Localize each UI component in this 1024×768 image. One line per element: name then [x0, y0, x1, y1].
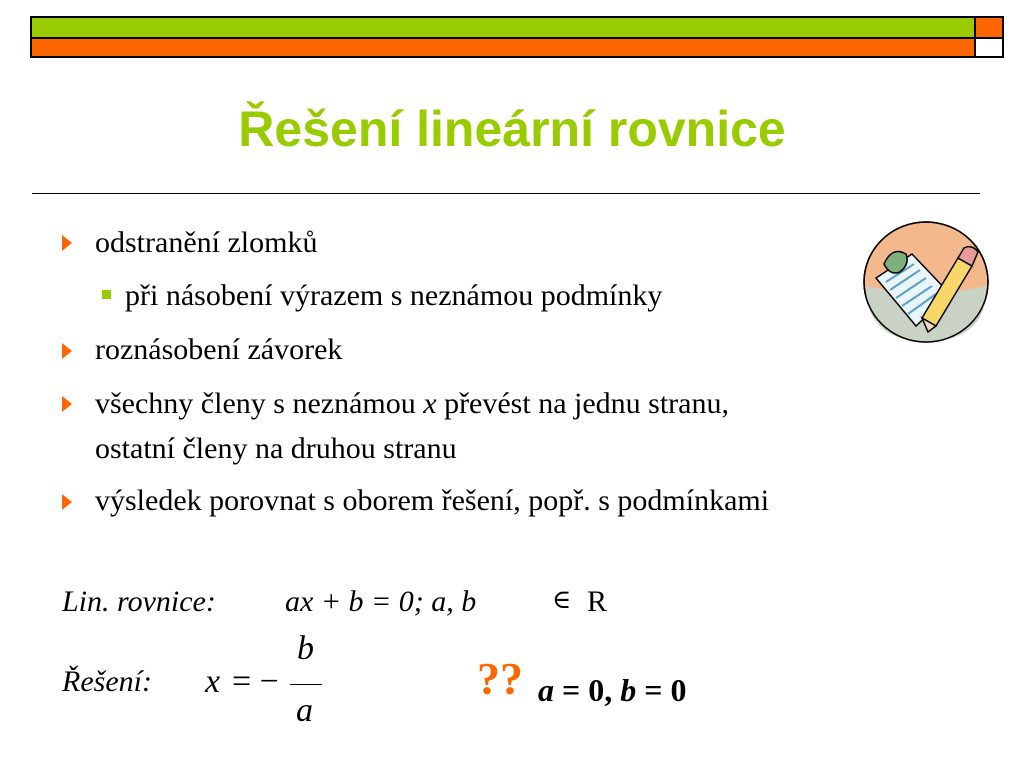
title-divider [32, 193, 980, 194]
solution-x: x [205, 663, 221, 700]
formula-expression: ax + b = 0; a, b [285, 585, 477, 618]
orange-corner-square [974, 16, 1004, 39]
bullet-arrow-icon [62, 343, 72, 359]
solution-equals-minus: = − [232, 663, 279, 700]
fraction-numerator: b [297, 630, 314, 667]
real-numbers-set: R [587, 585, 608, 618]
sub-bullet-1: při násobení výrazem s neznámou podmínky [125, 279, 663, 312]
paper-and-pencil-icon [862, 220, 990, 344]
special-case-end: = 0 [636, 672, 687, 708]
bullet-4: výsledek porovnat s oborem řešení, popř. s podmínkami [95, 484, 770, 517]
bullet-3 [95, 387, 729, 421]
white-corner-square [974, 37, 1004, 58]
bullet-1: odstranění zlomků [95, 226, 318, 259]
bullet-arrow-icon [62, 235, 72, 251]
formula-label: Lin. rovnice: [62, 585, 216, 618]
bullet-3-text-b: převést na jednu stranu, [436, 387, 729, 420]
solution-label: Řešení: [62, 665, 152, 698]
bullet-3-text-a: všechny členy s neznámou [95, 387, 424, 420]
orange-stripe [30, 37, 976, 58]
question-marks: ?? [477, 653, 523, 704]
special-case-b: b [620, 672, 637, 708]
special-case-mid: = 0, [554, 672, 621, 708]
special-case-a: a [538, 672, 554, 708]
bullet-3-line-2: ostatní členy na druhou stranu [95, 432, 457, 465]
sub-bullet-square-icon [102, 290, 111, 299]
fraction-denominator: a [296, 692, 313, 729]
bullet-arrow-icon [62, 396, 72, 412]
slide-title: Řešení lineární rovnice [238, 101, 786, 157]
bullet-3-variable: x [423, 387, 437, 420]
bullet-arrow-icon [62, 494, 72, 510]
element-of-symbol: ∈ [552, 585, 572, 614]
bullet-2: roznásobení závorek [95, 333, 343, 366]
green-stripe [30, 16, 976, 39]
fraction-bar [290, 684, 322, 685]
decorative-top-bar [30, 16, 1004, 58]
special-case-note [538, 672, 686, 709]
